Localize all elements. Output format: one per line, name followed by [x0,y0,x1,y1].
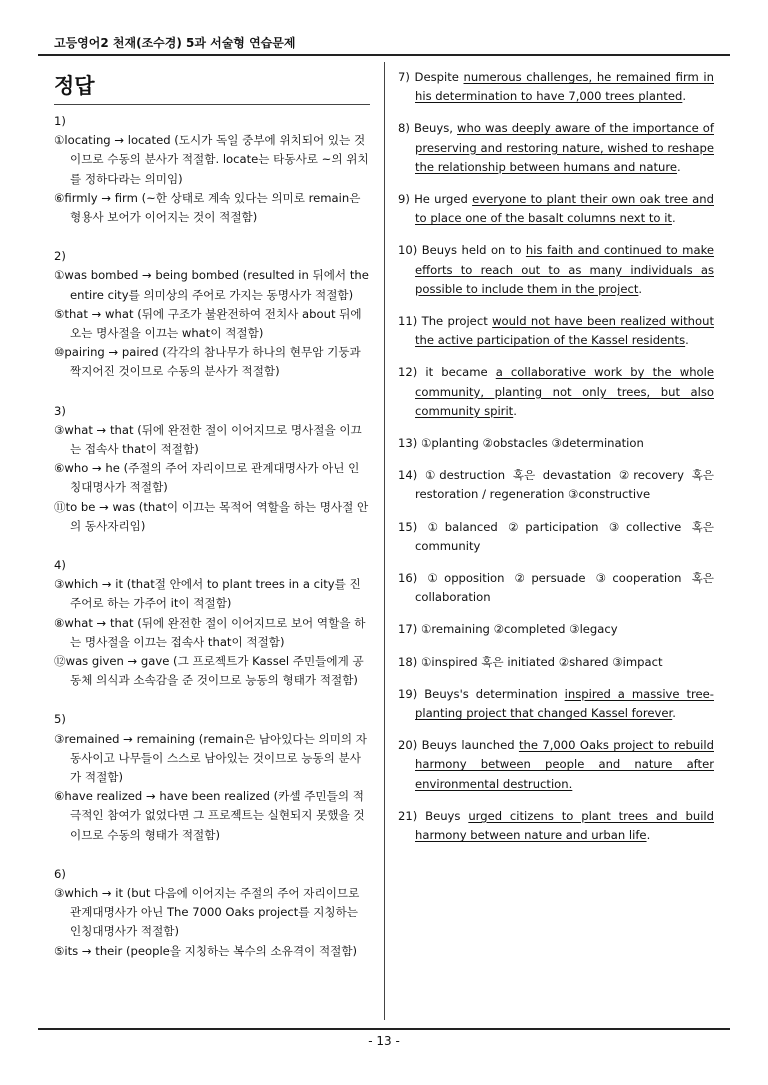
underlined-answer: who was deeply aware of the importance of preserving and restoring nature, wished to reshape the relationship between humans and nature [415,121,714,174]
answer-item [398,363,714,421]
underlined-answer: the 7,000 Oaks project to rebuild harmony between people and nature after environmental destruction. [415,738,714,791]
answer-text: 20) Beuys launched [398,738,519,753]
answer-text: 10) Beuys held on to [398,243,526,258]
answer-punctuation: . [672,706,676,721]
answer-item [398,736,714,794]
answer-section [54,710,370,844]
section-number: 2) [54,249,66,264]
answer-item [398,620,714,639]
correction-item: ③which → it (that절 안에서 to plant trees in a city를 진주어로 하는 가주어 it이 적절함) [54,577,361,611]
underlined-answer: urged citizens to plant trees and build harmony between nature and urban life [415,808,715,843]
correction-item: ⑩pairing → paired (각각의 참나무가 하나의 현무암 기둥과 짝지어진 것이므로 수동의 분사가 적절함) [54,345,361,379]
answer-item [398,312,714,350]
answer-item [398,518,714,556]
title-rule [54,104,370,105]
answer-item [398,190,714,228]
answer-section [54,402,370,536]
answer-text: 9) He urged [398,192,473,207]
answer-text: 19) Beuys's determination [398,686,565,701]
answer-text: 18) ①inspired 혹은 initiated ②shared ③impact [398,654,663,669]
answer-item [398,466,714,504]
correction-item: ③what → that (뒤에 완전한 절이 이어지므로 명사절을 이끄는 접속사 that이 적절함) [54,422,362,456]
answer-item [398,685,714,723]
answer-item [398,241,714,299]
correction-item: ⑥firmly → firm (~한 상태로 계속 있다는 의미로 remain은 형용사 보어가 이어지는 것이 적절함) [54,190,361,224]
answer-text: 14) ①destruction 혹은 devastation ②recovery 혹은 restoration / regeneration ③constructive [398,468,714,502]
answer-text: 21) Beuys [398,808,469,823]
header-rule [38,54,730,56]
answer-text: 7) Despite [398,70,464,84]
answer-punctuation: . [685,333,689,348]
answer-text: 17) ①remaining ②completed ③legacy [398,622,618,637]
underlined-answer: everyone to plant their own oak tree and to place one of the basalt columns next to it [415,192,714,226]
correction-item: ⑥who → he (주절의 주어 자리이므로 관계대명사가 아닌 인칭대명사가 적절함) [54,461,360,495]
right-column [398,68,714,858]
answer-punctuation: . [513,403,517,418]
column-divider [384,62,385,1020]
correction-item: ⑧what → that (뒤에 완전한 절이 이어지므로 보어 역할을 하는 명사절을 이끄는 접속사 that이 적절함) [54,615,366,649]
answer-punctuation: . [671,211,676,226]
answer-section [54,112,370,227]
answer-text: 15) ①balanced ②participation ③collective 혹은 community [398,519,714,553]
document-header: 고등영어2 천재(조수경) 5과 서술형 연습문제 [54,36,296,50]
answer-section [54,865,370,961]
correction-item: ⑫was given → gave (그 프로젝트가 Kassel 주민들에게 공동체 의식과 소속감을 준 것이므로 능동의 형태가 적절함) [54,654,364,688]
answer-text: 12) it became [398,365,496,380]
left-column [54,64,370,981]
section-number: 4) [54,558,66,573]
section-number: 5) [54,712,66,727]
underlined-answer: numerous challenges, he remained firm in his determination to have 7,000 trees planted [415,70,714,104]
answer-item [398,68,714,106]
underlined-answer: his faith and continued to make efforts to reach out to as many individuals as possible to include them in the project [415,243,715,296]
footer-rule [38,1028,730,1030]
answer-sections [54,112,370,961]
underlined-answer: would not have been realized without the active participation of the Kassel residents [415,314,714,348]
answer-item [398,119,714,177]
correction-item: ①was bombed → being bombed (resulted in 뒤에서 the entire city를 의미상의 주어로 가지는 동명사가 적절함) [54,268,369,302]
answer-item [398,569,714,607]
section-number: 6) [54,866,66,881]
page-title: 정답 [54,74,95,98]
answer-punctuation: . [677,159,681,174]
page-number: - 13 - [368,1034,400,1048]
section-number: 3) [54,403,66,418]
correction-item: ⑤that → what (뒤에 구조가 불완전하여 전치사 about 뒤에 오는 명사절을 이끄는 what이 적절함) [54,306,362,340]
answer-punctuation: . [638,281,643,296]
answer-text: 13) ①planting ②obstacles ③determination [398,436,644,451]
correction-item: ⑤its → their (people을 지칭하는 복수의 소유격이 적절함) [54,943,358,958]
correction-item: ③which → it (but 다음에 이어지는 주절의 주어 자리이므로 관계대명사가 아닌 The 7000 Oaks project를 지칭하는 인칭대명사가 적절함) [54,886,360,939]
correction-item: ③remained → remaining (remain은 남아있다는 의미의 자동사이고 나무들이 스스로 남아있는 것이므로 능동의 분사가 적절함) [54,731,367,785]
answer-item [398,653,714,672]
answer-punctuation: . [682,89,687,104]
answer-section [54,247,370,381]
underlined-answer: a collaborative work by the whole community, planting not only trees, but also community spirit [415,365,714,418]
answer-item [398,807,714,845]
answer-punctuation: . [646,828,651,843]
correction-item: ①locating → located (도시가 독일 중부에 위치되어 있는 것이므로 수동의 분사가 적절함. locate는 타동사로 ~의 위치를 정하다라는 의미임) [54,133,369,186]
answer-text: 8) Beuys, [398,121,458,136]
underlined-answer: inspired a massive tree-planting project that changed Kassel forever [415,686,714,721]
correction-item: ⑪to be → was (that이 이끄는 목적어 역할을 하는 명사절 안의 동사자리임) [54,499,369,533]
answer-section [54,556,370,690]
section-number: 1) [54,114,66,128]
correction-item: ⑥have realized → have been realized (카셀 주민들의 적극적인 참여가 없었다면 그 프로젝트는 실현되지 못했을 것이므로 수동의 형태가 적절함) [54,789,365,842]
answer-text: 16) ①opposition ②persuade ③cooperation 혹은 collaboration [398,571,714,605]
answer-item [398,434,714,453]
answer-text: 11) The project [398,314,493,329]
